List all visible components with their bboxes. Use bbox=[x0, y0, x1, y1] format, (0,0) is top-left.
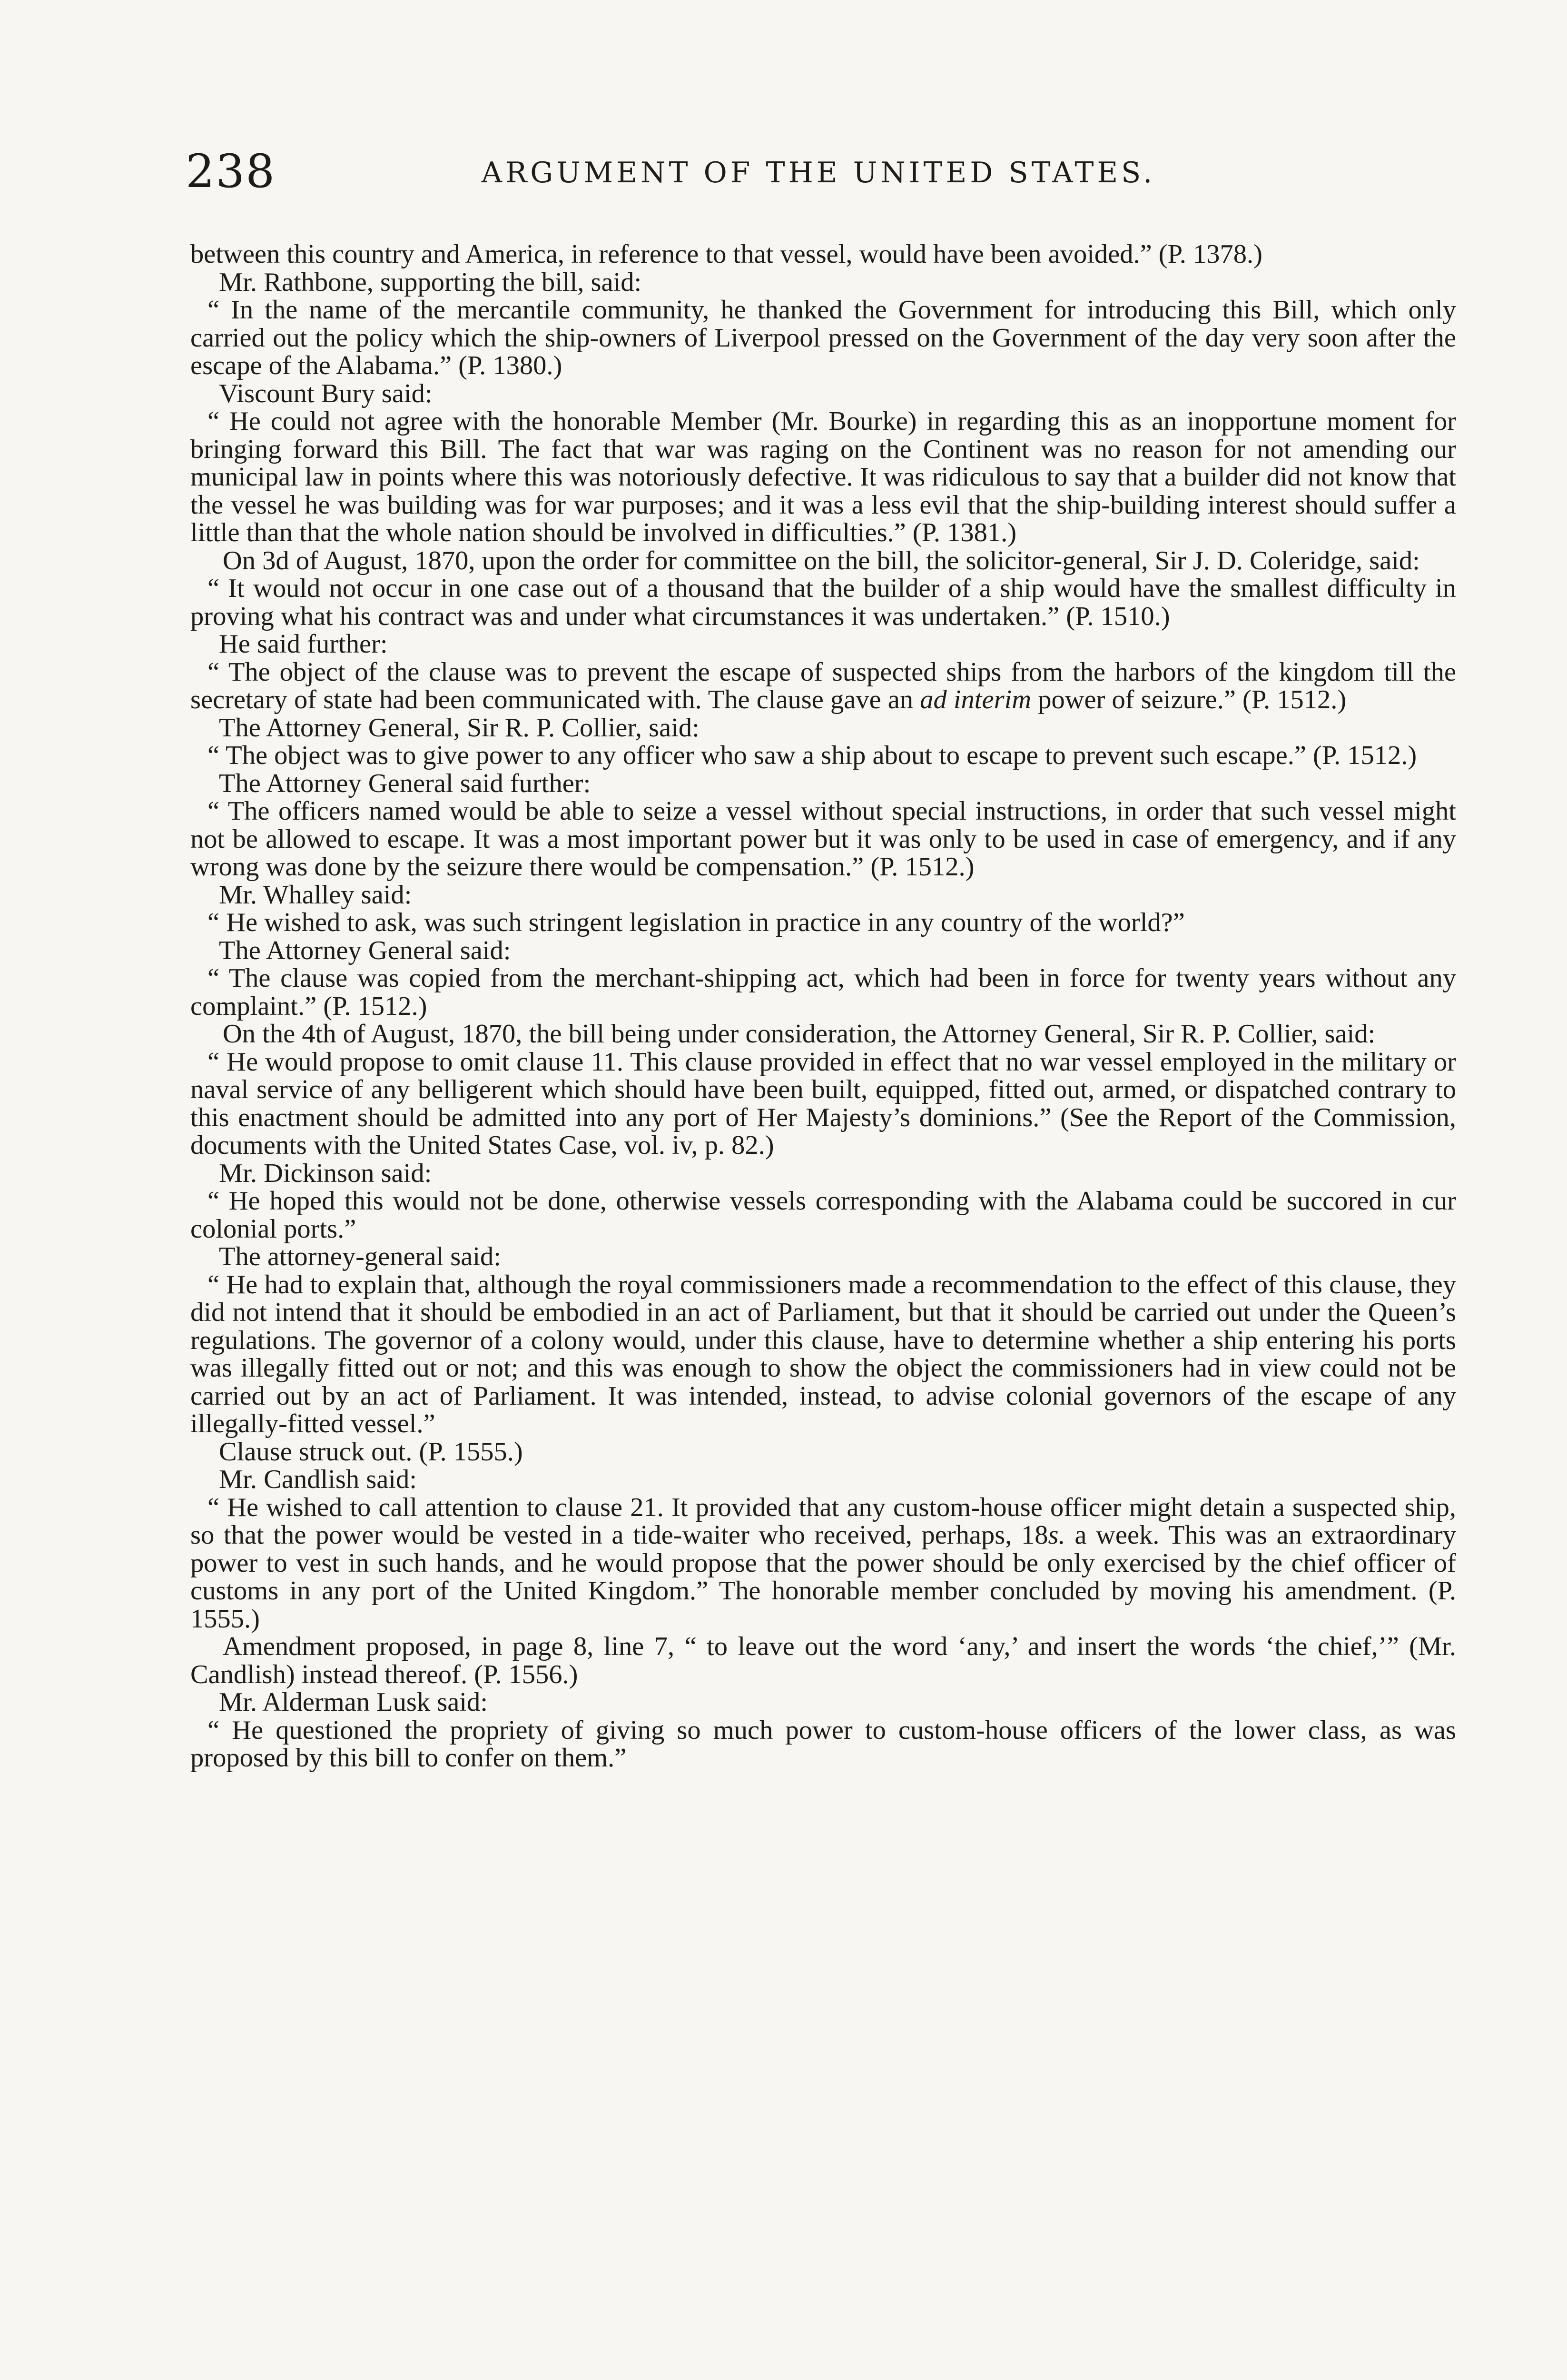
paragraph-quote: “ The clause was copied from the merchant-shipping act, which had been in force for twenty years without any complaint.” (P. 1512.) bbox=[190, 963, 1456, 1021]
paragraph-text: “ He wished to call attention to clause 21. It provided that any custom-house officer might detain a suspected ship, so that the power would be vested in a tide-waiter who received, perhaps, 18 bbox=[190, 1492, 1456, 1550]
paragraph-indent: Amendment proposed, in page 8, line 7, “ to leave out the word ‘any,’ and insert the words ‘the chief,’” (Mr. Candlish) instead thereof. (P. 1556.) bbox=[190, 1632, 1456, 1689]
italic-phrase: s. bbox=[1048, 1520, 1065, 1550]
paragraph-quote bbox=[190, 658, 1456, 714]
italic-phrase: ad interim bbox=[920, 685, 1032, 714]
paragraph-intro: He said further: bbox=[219, 629, 388, 659]
running-title: ARGUMENT OF THE UNITED STATES. bbox=[481, 156, 1156, 189]
paragraph-intro: The attorney-general said: bbox=[219, 1242, 501, 1271]
paragraph-plain: between this country and America, in reference to that vessel, would have been avoided.” (P. 1378.) bbox=[190, 239, 1262, 269]
paragraph-indent: On 3d of August, 1870, upon the order for committee on the bill, the solicitor-general, Sir J. D. Coleridge, said: bbox=[223, 545, 1420, 575]
paragraph-quote: “ He wished to ask, was such stringent legislation in practice in any country of the world?” bbox=[207, 908, 1185, 937]
paragraph-quote: “ It would not occur in one case out of a thousand that the builder of a ship would have the smallest difficulty in proving what his contract was and under what circumstances it was undertaken.” (P. 1510.) bbox=[190, 574, 1456, 631]
paragraph-quote: “ He would propose to omit clause 11. This clause provided in effect that no war vessel employed in the military or naval service of any belligerent which should have been built, equipped, fitted out, armed, or dispatched contrary to this enactment should be admitted into any port of Her Majesty’s dominions.” (See the Report of the Commission, documents with the United States Case, vol. iv, p. 82.) bbox=[190, 1047, 1456, 1160]
paragraph-intro: Mr. Whalley said: bbox=[219, 880, 412, 910]
paragraph-quote: “ He could not agree with the honorable Member (Mr. Bourke) in regarding this as an inopportune moment for bringing forward this Bill. The fact that war was raging on the Continent was no reason for not amending our municipal law in points where this was notoriously defective. It was ridiculous to say that a builder did not know that the vessel he was building was for war purposes; and it was a less evil that the ship-building interest should suffer a little than that the whole nation should be involved in difficulties.” (P. 1381.) bbox=[190, 407, 1456, 547]
paragraph-intro: The Attorney General said further: bbox=[219, 768, 591, 798]
paragraph-text-continued: a week. This was an extraordinary power to vest in such hands, and he would propose that the power should be only exercised by the chief officer of customs in any port of the United Kingdom.” The honorable member concluded by moving his amendment. (P. 1555.) bbox=[190, 1520, 1456, 1634]
paragraph-indent: On the 4th of August, 1870, the bill being under consideration, the Attorney General, Sir R. P. Collier, said: bbox=[223, 1019, 1376, 1049]
paragraph-quote: “ He questioned the propriety of giving so much power to custom-house officers of the lower class, as was proposed by this bill to confer on them.” bbox=[190, 1715, 1456, 1773]
page-number: 238 bbox=[186, 145, 276, 198]
paragraph-quote: “ He had to explain that, although the royal commissioners made a recommendation to the effect of this clause, they did not intend that it should be embodied in an act of Parliament, but that it should be carried out under the Queen’s regulations. The governor of a colony would, under this clause, have to determine whether a ship entering his ports was illegally fitted out or not; and this was enough to show the object the commissioners had in view could not be carried out by an act of Parliament. It was intended, instead, to advise colonial governors of the escape of any illegally-fitted vessel.” bbox=[190, 1269, 1456, 1438]
body-text bbox=[190, 240, 1456, 1772]
paragraph-intro: Mr. Dickinson said: bbox=[219, 1158, 432, 1188]
paragraph-quote: “ The officers named would be able to seize a vessel without special instructions, in order that such vessel might not be allowed to escape. It was a most important power but it was only to be used in case of emergency, and if any wrong was done by the seizure there would be compensation.” (P. 1512.) bbox=[190, 796, 1456, 882]
paragraph-intro: The Attorney General, Sir R. P. Collier, said: bbox=[219, 713, 700, 743]
paragraph-quote bbox=[190, 1494, 1456, 1633]
paragraph-intro: Mr. Rathbone, supporting the bill, said: bbox=[219, 267, 642, 297]
paragraph-quote: “ He hoped this would not be done, otherwise vessels corresponding with the Alabama could be succored in cur colonial ports.” bbox=[190, 1186, 1456, 1244]
paragraph-intro: Mr. Candlish said: bbox=[219, 1465, 417, 1494]
page-header bbox=[181, 143, 1456, 209]
paragraph-intro: Viscount Bury said: bbox=[219, 378, 433, 408]
paragraph-intro: Clause struck out. (P. 1555.) bbox=[219, 1437, 523, 1467]
paragraph-quote: “ The object was to give power to any officer who saw a ship about to escape to prevent such escape.” (P. 1512.) bbox=[207, 741, 1417, 770]
paragraph-text: “ The object of the clause was to prevent the escape of suspected ships from the harbors of the kingdom till the secretary of state had been communicated with. The clause gave an bbox=[190, 657, 1456, 714]
paragraph-intro: The Attorney General said: bbox=[219, 935, 511, 965]
paragraph-intro: Mr. Alderman Lusk said: bbox=[219, 1687, 488, 1717]
paragraph-quote: “ In the name of the mercantile community, he thanked the Government for introducing this Bill, which only carried out the policy which the ship-owners of Liverpool pressed on the Government of the day very soon after the escape of the Alabama.” (P. 1380.) bbox=[190, 295, 1456, 380]
paragraph-text-continued: power of seizure.” (P. 1512.) bbox=[1031, 685, 1347, 714]
